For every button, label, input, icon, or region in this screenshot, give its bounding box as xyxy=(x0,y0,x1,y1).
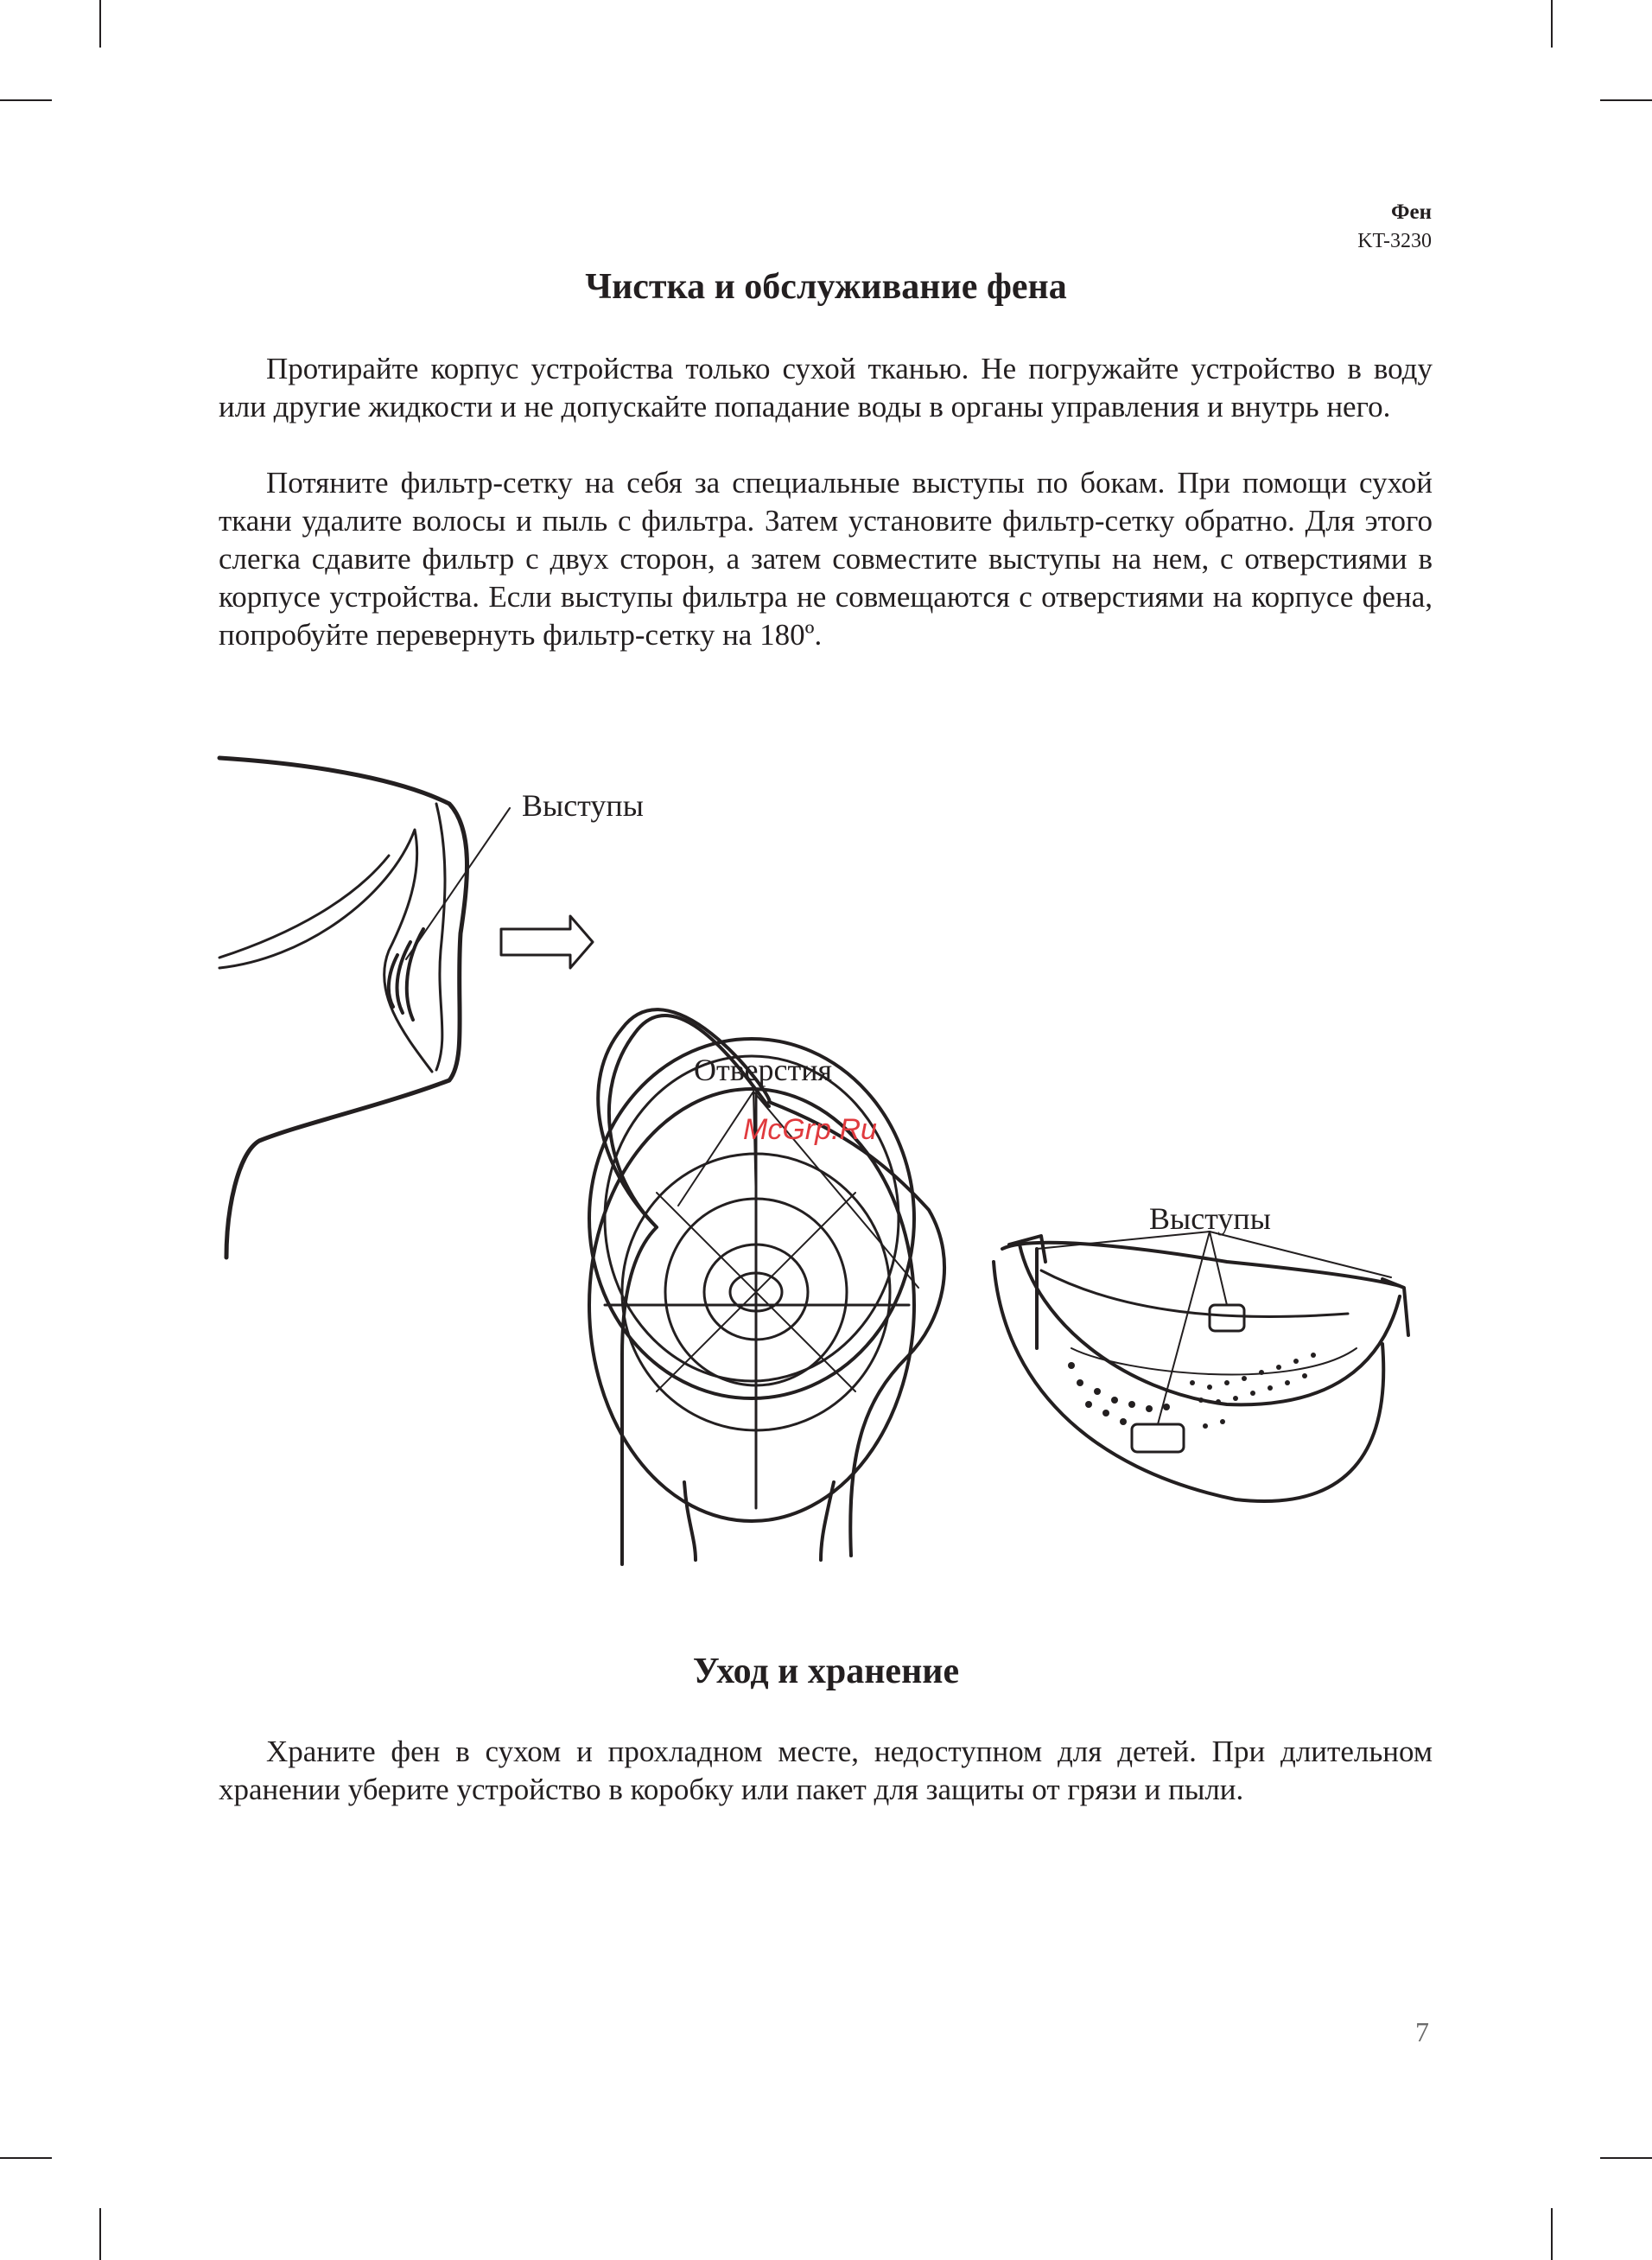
protrusions-leader-line xyxy=(406,808,510,959)
section-title-cleaning: Чистка и обслуживание фена xyxy=(585,267,1067,307)
paragraph-storage: Храните фен в сухом и прохладном месте, недоступном для детей. При длительном хранении уберите устройство в коробку или пакет для защиты от грязи и пыли. xyxy=(219,1735,1433,1806)
filter-basket xyxy=(994,1236,1408,1501)
header-model: KT-3230 xyxy=(1357,230,1432,252)
protrusions-leader-line xyxy=(1210,1232,1227,1305)
label-protrusions-top: Выступы xyxy=(522,788,644,823)
header-brand: Фен xyxy=(1391,201,1432,224)
watermark: McGrp.Ru xyxy=(743,1113,877,1146)
arrow-icon xyxy=(501,916,593,968)
filter-mesh-dots xyxy=(1068,1353,1316,1429)
holes-leader-line xyxy=(678,1092,753,1206)
dryer-side-view xyxy=(219,758,467,1257)
paragraph-cleaning-1: Протирайте корпус устройства только сухой тканью. Не погружайте устройство в воду или другие жидкости и не допускайте попадание воды в органы управления и внутрь него. xyxy=(219,352,1433,423)
paragraph-cleaning-2: Потяните фильтр-сетку на себя за специальные выступы по бокам. При помощи сухой ткани удалите волосы и пыль с фильтра. Затем установите фильтр-сетку обратно. Для этого слегка сдавите фильтр с двух сторон, а затем совместите выступы на нем, с отверстиями в корпусе устройства. Если выступы фильтра не совмещаются с отверстиями на корпусе фена, попробуйте перевернуть фильтр-сетку на 180º. xyxy=(219,466,1433,652)
filter-grille xyxy=(589,1009,944,1564)
label-protrusions-filter: Выступы xyxy=(1149,1201,1271,1236)
page-number: 7 xyxy=(1415,2016,1429,2047)
label-holes: Отверстия xyxy=(694,1053,833,1087)
section-title-storage: Уход и хранение xyxy=(692,1652,960,1691)
